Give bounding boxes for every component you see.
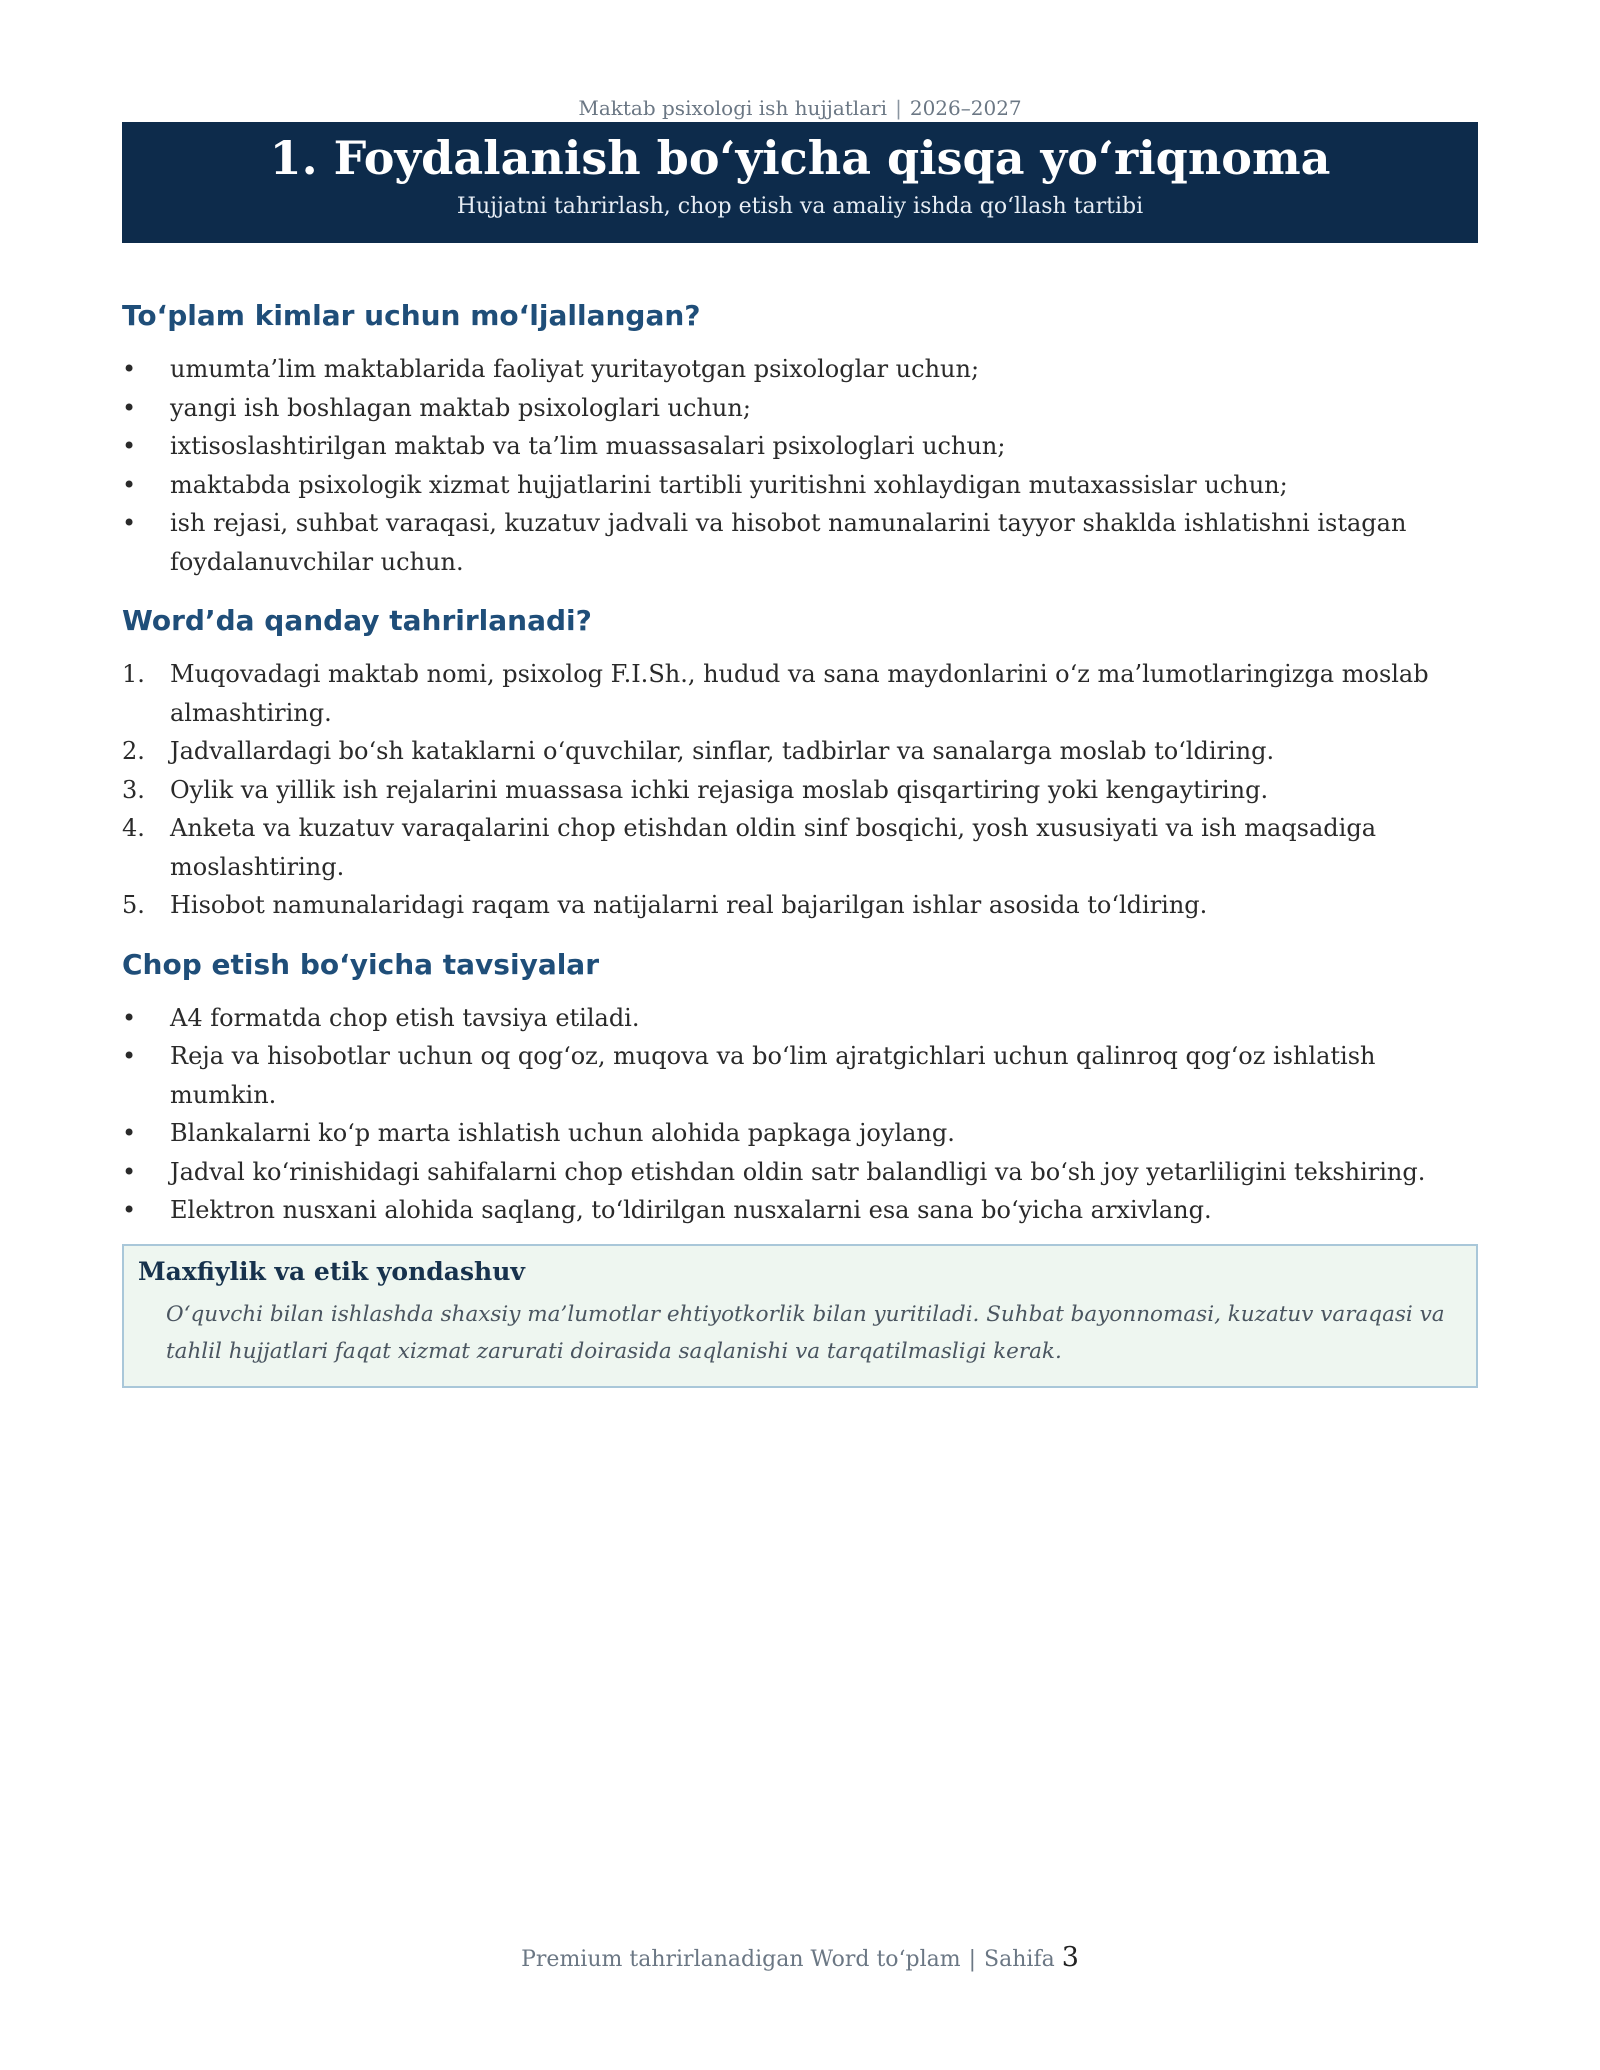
footer-separator: |	[968, 1947, 977, 1972]
page-subtitle: Hujjatni tahrirlash, chop etish va amaliy ishda qoʻllash tartibi	[456, 194, 1144, 219]
bullet-icon: •	[122, 1003, 137, 1032]
list-item: • Reja va hisobotlar uchun oq qogʻoz, muqova va boʻlim ajratgichlari uchun qalinroq qogʻoz ishlatish mumkin.	[122, 1037, 1478, 1114]
list-item: • maktabda psixologik xizmat hujjatlarini tartibli yuritishni xohlaydigan mutaxassislar uchun;	[122, 466, 1478, 505]
list-number: 5.	[122, 891, 145, 919]
bullet-icon: •	[122, 470, 137, 499]
privacy-note-box	[122, 1244, 1478, 1388]
bullet-list	[122, 350, 1478, 581]
numbered-list	[122, 655, 1478, 925]
bullet-icon: •	[122, 509, 137, 537]
section-heading: Chop etish boʻyicha tavsiyalar	[122, 947, 600, 981]
list-item: • Jadval koʻrinishidagi sahifalarni chop etishdan oldin satr balandligi va boʻsh joy yetarliligini tekshiring.	[122, 1153, 1478, 1192]
list-item: • Elektron nusxani alohida saqlang, toʻldirilgan nusxalarni esa sana boʻyicha arxivlang.	[122, 1191, 1478, 1230]
list-number: 2.	[122, 737, 145, 765]
title-banner	[122, 122, 1478, 243]
page-number: 3	[1061, 1942, 1079, 1973]
note-text: Oʻquvchi bilan ishlashda shaxsiy ma’lumotlar ehtiyotkorlik bilan yuritiladi. Suhbat bayonnomasi, kuzatuv varaqasi va tahlil hujjatlari faqat xizmat zarurati doirasida saqlanishi va tarqatilmasligi kerak.	[166, 1301, 1445, 1364]
section-printing-tips	[122, 945, 1478, 1230]
header-year: 2026–2027	[909, 96, 1022, 120]
list-item: • Blankalarni koʻp marta ishlatish uchun alohida papkaga joylang.	[122, 1114, 1478, 1153]
list-item: • ish rejasi, suhbat varaqasi, kuzatuv jadvali va hisobot namunalarini tayyor shaklda ishlatishni istagan foydalanuvchilar uchun.	[122, 504, 1478, 581]
running-header	[0, 96, 1600, 120]
bullet-icon: •	[122, 1042, 137, 1070]
list-number: 1.	[122, 660, 145, 688]
section-editing-in-word	[122, 601, 1478, 925]
list-item: 1. Muqovadagi maktab nomi, psixolog F.I.Sh., hudud va sana maydonlarini oʻz ma’lumotlaringizga moslab almashtiring.	[122, 655, 1478, 732]
section-target-audience	[122, 296, 1478, 581]
bullet-icon: •	[122, 393, 137, 422]
header-separator: |	[895, 96, 902, 120]
bullet-list	[122, 999, 1478, 1230]
bullet-icon: •	[122, 355, 137, 383]
bullet-icon: •	[122, 432, 137, 460]
footer-text: Premium tahrirlanadigan Word toʻplam	[521, 1947, 961, 1972]
list-number: 3.	[122, 775, 145, 804]
list-item: 2. Jadvallardagi boʻsh kataklarni oʻquvchilar, sinflar, tadbirlar va sanalarga moslab toʻldiring.	[122, 732, 1478, 771]
section-heading: Word’da qanday tahrirlanadi?	[122, 604, 592, 637]
list-item: • ixtisoslashtirilgan maktab va ta’lim muassasalari psixologlari uchun;	[122, 427, 1478, 466]
section-heading: Toʻplam kimlar uchun moʻljallangan?	[122, 299, 701, 332]
list-item: 5. Hisobot namunalaridagi raqam va natijalarni real bajarilgan ishlar asosida toʻldiring.	[122, 886, 1478, 925]
bullet-icon: •	[122, 1196, 137, 1224]
list-item: 3. Oylik va yillik ish rejalarini muassasa ichki rejasiga moslab qisqartiring yoki kengaytiring.	[122, 771, 1478, 810]
note-title: Maxfiylik va etik yondashuv	[138, 1256, 525, 1286]
bullet-icon: •	[122, 1157, 137, 1186]
list-item: • umumta’lim maktablarida faoliyat yuritayotgan psixologlar uchun;	[122, 350, 1478, 389]
list-item: • yangi ish boshlagan maktab psixologlari uchun;	[122, 389, 1478, 428]
page-title: 1. Foydalanish boʻyicha qisqa yoʻriqnoma	[269, 131, 1331, 185]
header-doc-name: Maktab psixologi ish hujjatlari	[578, 96, 888, 120]
list-item: • A4 formatda chop etish tavsiya etiladi.	[122, 999, 1478, 1038]
bullet-icon: •	[122, 1119, 137, 1147]
list-item: 4. Anketa va kuzatuv varaqalarini chop etishdan oldin sinf bosqichi, yosh xususiyati va ish maqsadiga moslashtiring.	[122, 809, 1478, 886]
running-footer	[0, 1942, 1600, 1973]
main-content	[122, 296, 1478, 1388]
list-number: 4.	[122, 814, 145, 842]
footer-page-label: Sahifa	[984, 1947, 1055, 1972]
